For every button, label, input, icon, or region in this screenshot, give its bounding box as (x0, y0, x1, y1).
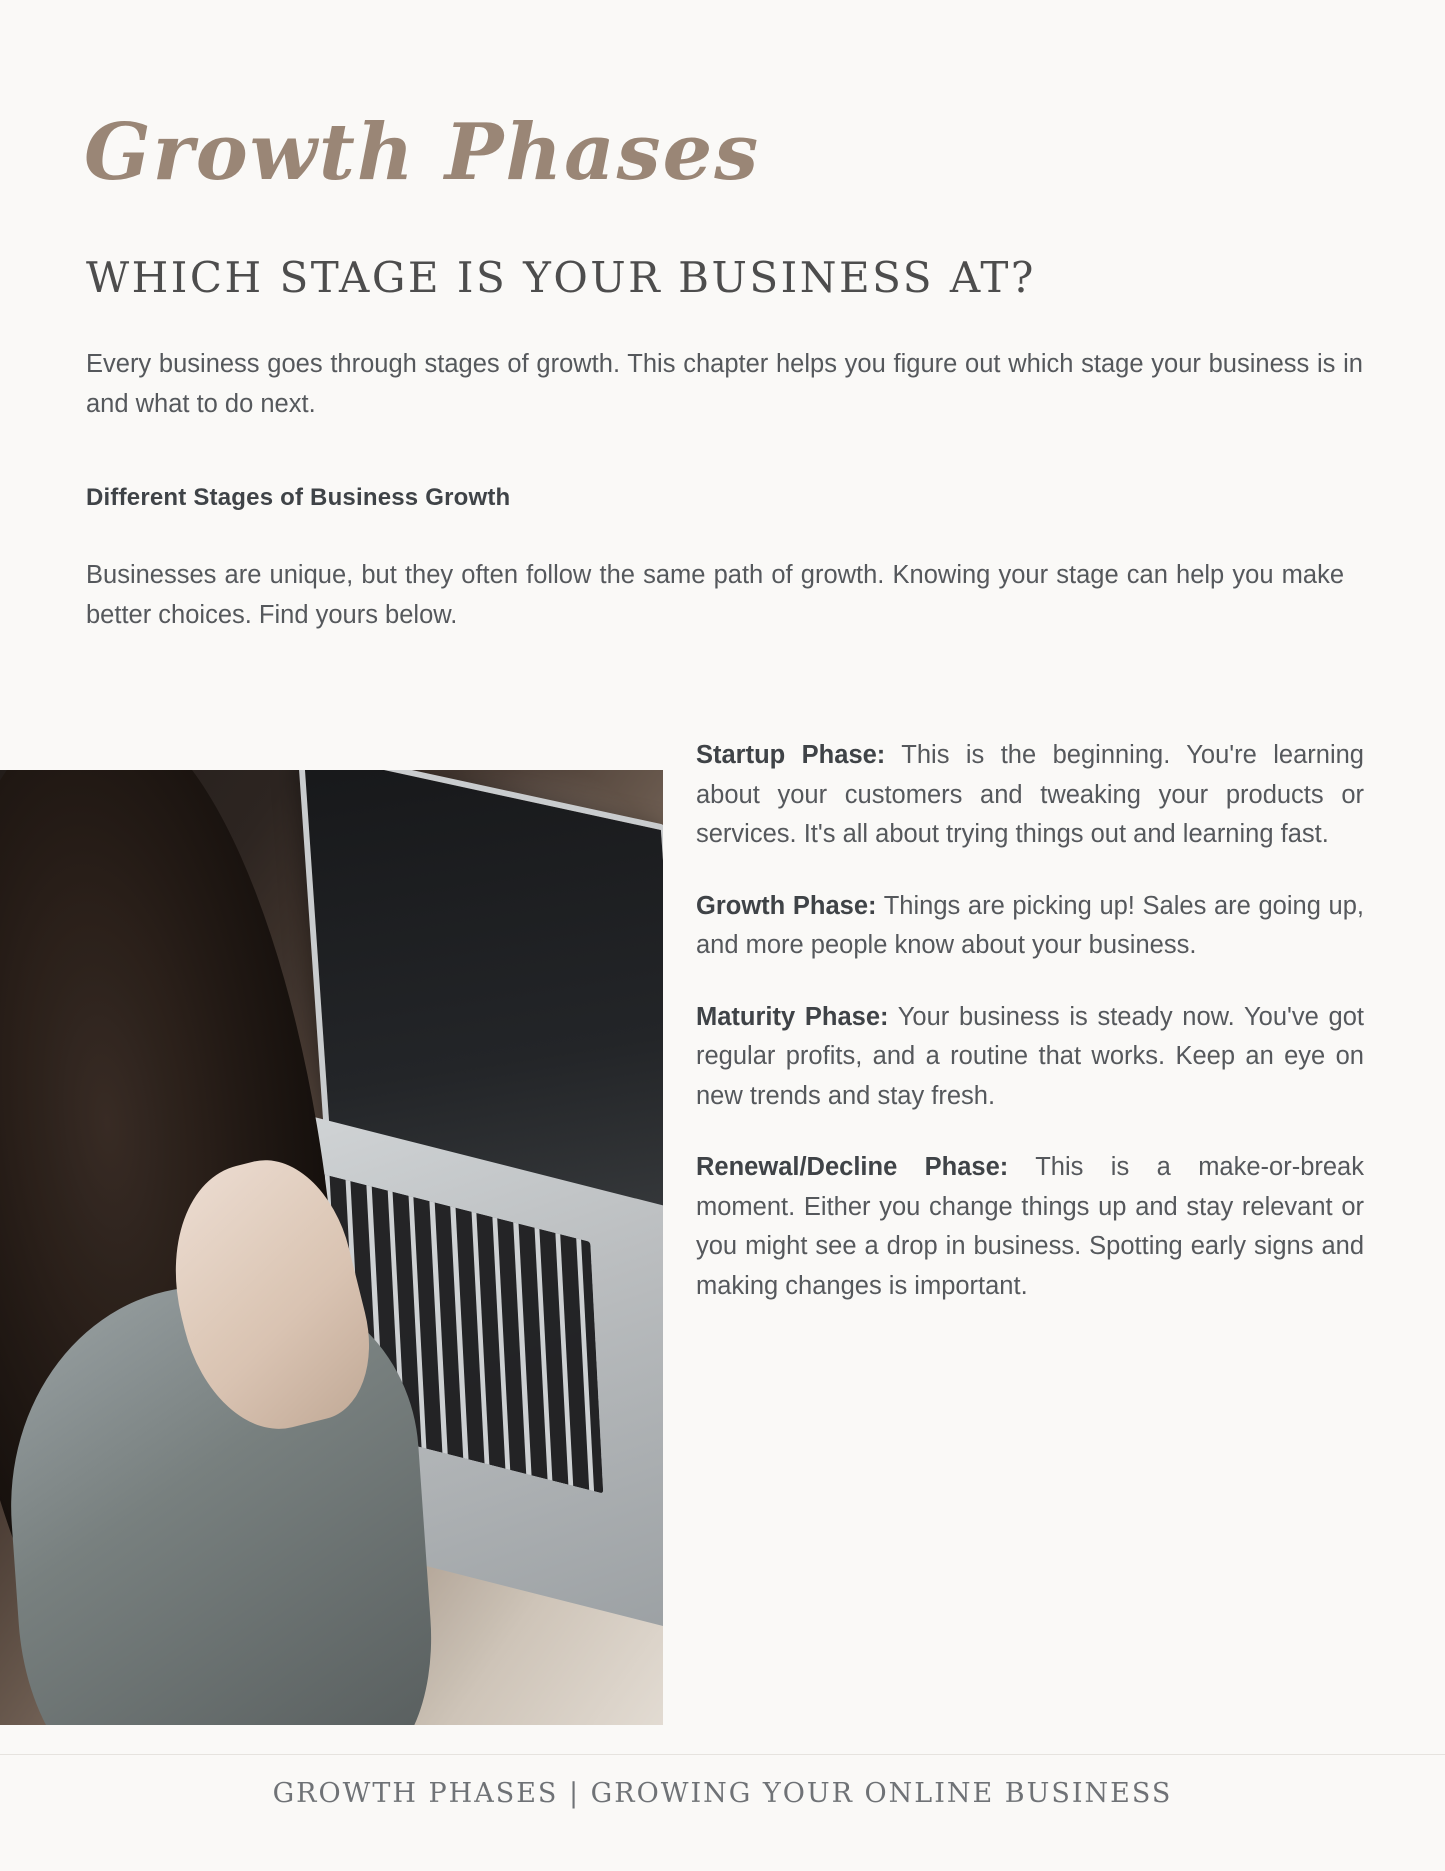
list-item (696, 736, 1364, 855)
phase-body: Your business is steady now. You've got regular profits, and a routine that works. Keep an eye on new trends and stay fresh. (696, 1002, 1364, 1110)
phase-body: This is a make-or-break moment. Either you change things up and stay relevant or you might see a drop in business. Spotting early signs and making changes is important. (696, 1153, 1364, 1300)
phases-list (696, 736, 1364, 1306)
phase-label: Startup Phase: (696, 741, 886, 769)
intro-paragraph-secondary: Businesses are unique, but they often follow the same path of growth. Knowing your stage can help you make better choices. Find yours below. (86, 560, 1344, 629)
page-subtitle: WHICH STAGE IS YOUR BUSINESS AT? (86, 252, 1036, 302)
section-heading: Different Stages of Business Growth (86, 484, 511, 511)
page-footer: GROWTH PHASES | GROWING YOUR ONLINE BUSINESS (272, 1778, 1173, 1809)
list-item (696, 887, 1364, 966)
photo-background (0, 770, 663, 1725)
phase-body: Things are picking up! Sales are going up, and more people know about your business. (696, 891, 1364, 960)
list-item (696, 1148, 1364, 1306)
intro-paragraph: Every business goes through stages of growth. This chapter helps you figure out which stage your business is in and what to do next. (86, 349, 1363, 418)
list-item (696, 998, 1364, 1117)
phase-body: This is the beginning. You're learning about your customers and tweaking your products or services. It's all about trying things out and learning fast. (696, 741, 1364, 849)
photo-woman-with-laptop (0, 770, 663, 1725)
phase-label: Renewal/Decline Phase: (696, 1153, 1009, 1182)
phase-label: Growth Phase: (696, 891, 877, 920)
page-title-script: Growth Phases (84, 107, 761, 199)
footer-divider (0, 1754, 1445, 1755)
phase-label: Maturity Phase: (696, 1002, 889, 1031)
